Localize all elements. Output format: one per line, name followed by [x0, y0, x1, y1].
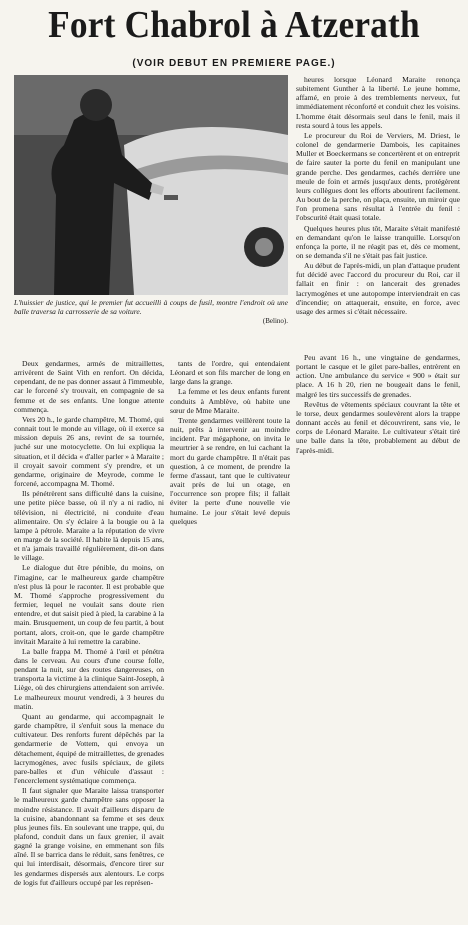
photo-credit: (Belino).: [262, 317, 288, 325]
column-middle: [170, 359, 290, 569]
subheadline: (VOIR DEBUT EN PREMIERE PAGE.): [132, 58, 336, 69]
column-right-top: [296, 75, 460, 359]
paragraph: Au début de l'après-midi, un plan d'attaque prudent fut décidé avec l'accord du procureur du Roi, car il fallait en finir : on lancerait des grenades lacrymogènes et une autopompe interviendrait en cas d'incendie; on attaquerait, ensuite, en force, avec usage des armes si c'était nécessaire.: [296, 261, 460, 316]
top-section: [8, 75, 460, 359]
paragraph: Revêtus de vêtements spéciaux couvrant la tête et le torse, deux gendarmes soulevèrent alors la trappe donnant accès au fenil et découvrirent, sans vie, le corps de Léonard Maraite. Le cultivateur s'était tiré une balle dans la tête, probablement au début de l'après-midi.: [296, 399, 460, 455]
bottom-section: [8, 353, 460, 919]
paragraph: Peu avant 16 h., une vingtaine de gendarmes, portant le casque et le gilet pare-balles, entrèrent en action. Une ambulance du service « 900 » était sur place. A 16 h 20, rien ne bougeait dans le fenil, malgré les tirs successifs de grenades.: [296, 353, 460, 399]
paragraph: Quelques heures plus tôt, Maraite s'était manifesté en demandant qu'on le laisse tranquille. Lorsqu'on enfonça la porte, il ne réagit pas et, dès ce moment, on se demanda s'il ne s'était pas fait justice.: [296, 223, 460, 260]
paragraph: Deux gendarmes, armés de mitraillettes, arrivèrent de Saint Vith en renfort. On décida, cependant, de ne pas donner assaut à l'immeuble, car le forcené s'y trouvait, en compagnie de sa femme et de ses enfants. Une longue attente commença.: [14, 359, 164, 414]
column-right-bottom: [296, 353, 460, 593]
paragraph: Vers 20 h., le garde champêtre, M. Thomé, qui connait tout le monde au village, où il exerce sa mission depuis 26 ans, revint de sa tournée, juché sur une motocyclette. On lui expliqua la situation, et il décida « d'aller parler » à Maraite ; il croyait savoir comment s'y prendre, et un gendarme, originaire de Meyrode, comme le forcené, accompagna M. Thomé.: [14, 414, 164, 489]
paragraph: La femme et les deux enfants furent conduits à Amblève, où habite une sœur de Mme Maraite.: [170, 387, 290, 415]
news-photo: [14, 75, 288, 295]
paragraph: La balle frappa M. Thomé à l'œil et pénétra dans le cerveau. Au cours d'une course folle, pendant la nuit, sur des routes dangereuses, on transporta la victime à la clinique Saint-Joseph, à Liège, où des chirurgiens attendaient son arrivée. Le malheureux mourut vendredi, à 3 heures du matin.: [14, 646, 164, 711]
paragraph: heures lorsque Léonard Maraite renonça subitement Gunther à la liberté. Le jeune homme, affamé, en proie à des tremblements nerveux, fut immédiatement réconforté et conduit chez les voisins. L'homme était désormais seul dans le fenil, mais il resta sourd à tous les appels.: [296, 75, 460, 130]
paragraph: Ils pénétrèrent sans difficulté dans la cuisine, une petite pièce basse, où il n'y a ni radio, ni télévision, ni électricité, ni conduite d'eau alimentaire. On s'y éclaire à la bougie ou à la lampe à pétrole. Maraite a la réputation de vivre en marge de la société. Il habite là depuis 15 ans, et n'a jamais travaillé régulièrement, dit-on dans le village.: [14, 489, 164, 563]
paragraph: Trente gendarmes veillèrent toute la nuit, prêts à intervenir au moindre incident. Par mégaphone, on invita le meurtrier à se rendre, en lui cachant la mort du garde champêtre. Il n'était pas question, à ce moment, de prendre la ferme d'assaut, tant que le cultivateur avait près de lui un otage, en l'occurrence son propre fils; il fallait éviter la perte d'une nouvelle vie humaine. Le jour s'était levé depuis quelques: [170, 415, 290, 526]
paragraph: Quant au gendarme, qui accompagnait le garde champêtre, il s'enfuit sous la menace du cultivateur. Des renforts furent dépêchés par la gendarmerie de Vottem, qui envoya un détachement, équipé de mitraillettes, de grenades lacrymogènes, avec fusils spéciaux, de gilets pare-balles et d'un véhicule d'assaut : l'encerclement systématique commença.: [14, 711, 164, 786]
photo-block: [14, 75, 288, 325]
paragraph: Le procureur du Roi de Verviers, M. Driest, le colonel de gendarmerie Dambois, les capitaines Muller et Boeckermans se concertèrent et on entreprit de faire sauter la porte du fenil en manipulant une grande perche. Des gendarmes, cachés derrière une meule de foin et armés jusqu'aux dents, protégèrent leurs collègues dont les efforts aboutirent facilement. Au bout de la perche, on plaça, ensuite, un miroir que l'on promena sans résultat à l'entrée du fenil : l'obscurité était quasi totale.: [296, 130, 460, 223]
paragraph: Le dialogue dut être pénible, du moins, on l'imagine, car le malheureux garde champêtre n'est plus là pour le raconter. Il est probable que M. Thomé s'approche progressivement du fermier, lequel ne voulait sans doute rien entendre, et dut saisit pied à pied, la carabine à la main. Brusquement, un coup de feu partit, à bout portant, alors, croit-on, que le garde champêtre invitait Maraite à lui remettre la carabine.: [14, 563, 164, 646]
photo-caption: L'huissier de justice, qui le premier fut accueilli à coups de fusil, montre l'endroit où une balle traversa la carrosserie de sa voiture.: [14, 298, 288, 316]
paragraph: tants de l'ordre, qui entendaient Léonard et son fils marcher de long en large dans la grange.: [170, 359, 290, 387]
headline: Fort Chabrol à Atzerath: [48, 4, 420, 46]
photo-illustration: [14, 75, 288, 295]
column-left: [14, 359, 164, 919]
paragraph: Il faut signaler que Maraite laissa transporter le malheureux garde champêtre sans opposer la moindre résistance. Il avait d'ailleurs disparu de la cuisine, abandonnant sa femme et ses deux plus jeunes fils. En soulevant une trappe, qui, du plafond, conduit dans un faux grenier, il avait gagné la grange voisine, en emmenant son fils aîné. Il se barrica dans le réduit, sans fenêtres, ce qui lui interdisait, désormais, d'encore tirer sur les gendarmes dispersés aux alentours. Le corps de logis fut d'ailleurs occupé par les représen-: [14, 786, 164, 887]
